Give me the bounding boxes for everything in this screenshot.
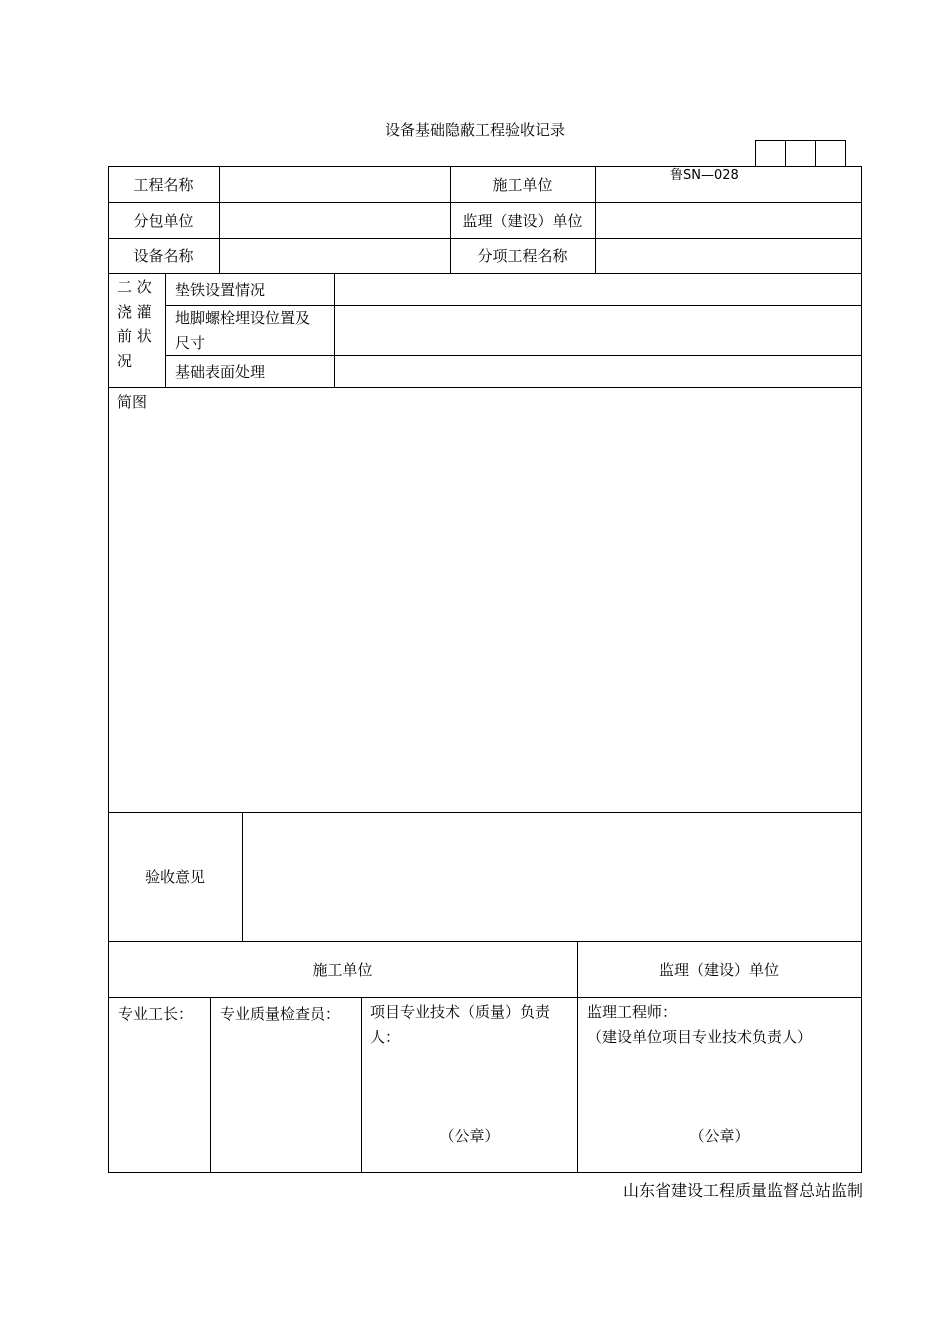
value-shim-iron[interactable] (335, 274, 861, 305)
header-supervisor-signatures: 监理（建设）单位 (658, 960, 779, 979)
label-technical-lead (370, 1000, 576, 1050)
label-supervisor: 监理（建设）单位 (462, 211, 583, 230)
label-equipment-name: 设备名称 (133, 247, 194, 265)
label-engineer-line2: （建设单位项目专业技术负责人） (587, 1028, 813, 1046)
value-anchor-bolt[interactable] (335, 306, 861, 355)
label-pre-grouting-line1: 二 次 (117, 278, 152, 296)
value-project-name[interactable] (220, 167, 450, 202)
label-supervising-engineer (587, 1000, 859, 1050)
label-sub-project-name: 分项工程名称 (477, 247, 568, 265)
value-supervisor[interactable] (596, 203, 861, 238)
document-title: 设备基础隐蔽工程验收记录 (384, 121, 565, 139)
header-contractor-signatures: 施工单位 (312, 960, 373, 979)
seal-supervisor: （公章） (689, 1126, 750, 1145)
label-subcontractor: 分包单位 (133, 211, 194, 230)
sketch-area[interactable] (109, 412, 861, 812)
label-anchor-bolt-line2: 尺寸 (175, 334, 206, 352)
label-sketch: 简图 (117, 393, 148, 411)
footer-issuer: 山东省建设工程质量监督总站监制 (622, 1181, 863, 1200)
value-contractor[interactable] (596, 180, 861, 202)
label-anchor-bolt-line1: 地脚螺栓埋设位置及 (175, 309, 311, 327)
seal-contractor: （公章） (439, 1126, 500, 1145)
label-foreman: 专业工长： (118, 1005, 194, 1023)
label-pre-grouting-line2: 浇 灌 (117, 302, 152, 321)
value-surface-treatment[interactable] (335, 356, 861, 387)
label-pre-grouting-condition (117, 275, 163, 373)
value-sub-project-name[interactable] (596, 239, 861, 273)
label-quality-inspector: 专业质量检查员： (220, 1005, 341, 1023)
label-pre-grouting-line3: 前 状 (117, 327, 152, 345)
label-contractor: 施工单位 (492, 175, 553, 194)
label-technical-lead-line2: 人： (370, 1028, 401, 1046)
value-equipment-name[interactable] (220, 239, 450, 273)
label-acceptance-opinion: 验收意见 (144, 868, 205, 886)
label-technical-lead-line1: 项目专业技术（质量）负责 (370, 1003, 551, 1021)
label-engineer-line1: 监理工程师： (587, 1003, 678, 1021)
value-subcontractor[interactable] (220, 203, 450, 238)
label-anchor-bolt (175, 306, 334, 356)
form-code: 鲁SN—028 (670, 168, 739, 183)
label-surface-treatment: 基础表面处理 (175, 362, 266, 381)
value-acceptance-opinion[interactable] (243, 813, 861, 941)
label-project-name: 工程名称 (133, 175, 194, 194)
label-shim-iron: 垫铁设置情况 (175, 280, 266, 299)
label-pre-grouting-line4: 况 (117, 351, 133, 370)
